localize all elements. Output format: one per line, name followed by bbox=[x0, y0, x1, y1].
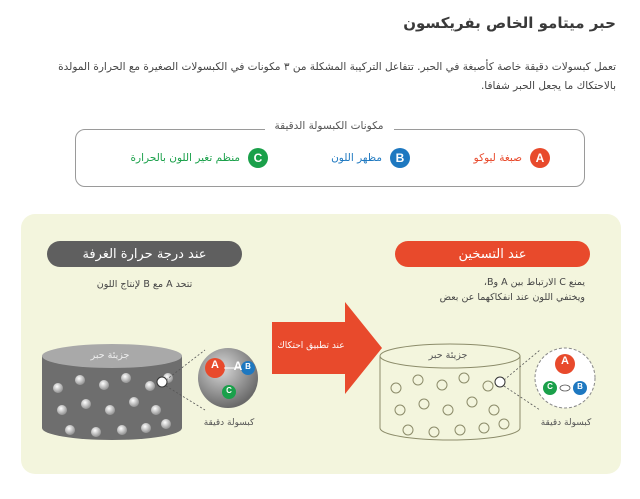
badge-c-icon: C bbox=[248, 148, 268, 168]
page-title: حبر ميتامو الخاص بفريكسون bbox=[403, 14, 616, 32]
capsule-room-temp bbox=[198, 348, 258, 408]
capsule-label-left: كبسولة دقيقة bbox=[203, 418, 255, 428]
badge-a-icon: A bbox=[530, 148, 550, 168]
components-title: مكونات الكبسولة الدقيقة bbox=[0, 120, 640, 132]
room-temp-heading: عند درجة حرارة الغرفة bbox=[47, 241, 242, 267]
heated-note-line2: ويختفي اللون عند انفكاكهما عن بعض bbox=[439, 292, 585, 303]
capsule-right-c: C bbox=[547, 382, 553, 391]
component-a-label: صبغة ليوكو bbox=[473, 152, 522, 164]
friction-label: عند تطبيق احتكاك bbox=[277, 341, 345, 351]
heated-heading: عند التسخين bbox=[395, 241, 590, 267]
capsule-right-a: A bbox=[561, 355, 569, 367]
room-temp-note: تتحد A مع B لإنتاج اللون bbox=[96, 279, 193, 290]
description-text: تعمل كبسولات دقيقة خاصة كأصبغة في الحبر. تتفاعل التركيبة المشكلة من ٣ مكونات في الكبسولات الصغيرة مع الحرارة المولدة بالاحتكاك ما يجعل الحبر شفافا. bbox=[58, 61, 616, 92]
capsule-left-c: C bbox=[226, 386, 232, 395]
heated-note-line1: يمنع C الارتباط بين A وB، bbox=[483, 277, 585, 288]
capsule-label-right: كبسولة دقيقة bbox=[540, 418, 592, 428]
component-b-label: مظهر اللون bbox=[331, 152, 382, 164]
capsule-right-b: B bbox=[577, 382, 583, 391]
component-c-label: منظم تغير اللون بالحرارة bbox=[130, 152, 240, 164]
badge-b-icon: B bbox=[390, 148, 410, 168]
capsule-left-a: A bbox=[211, 359, 219, 371]
ink-molecule-label-left: جزيئة حبر bbox=[90, 350, 130, 361]
capsule-left-b: B bbox=[245, 362, 251, 371]
capsule-a-letter: A bbox=[233, 359, 243, 373]
ink-molecule-label-right: جزيئة حبر bbox=[428, 350, 468, 361]
